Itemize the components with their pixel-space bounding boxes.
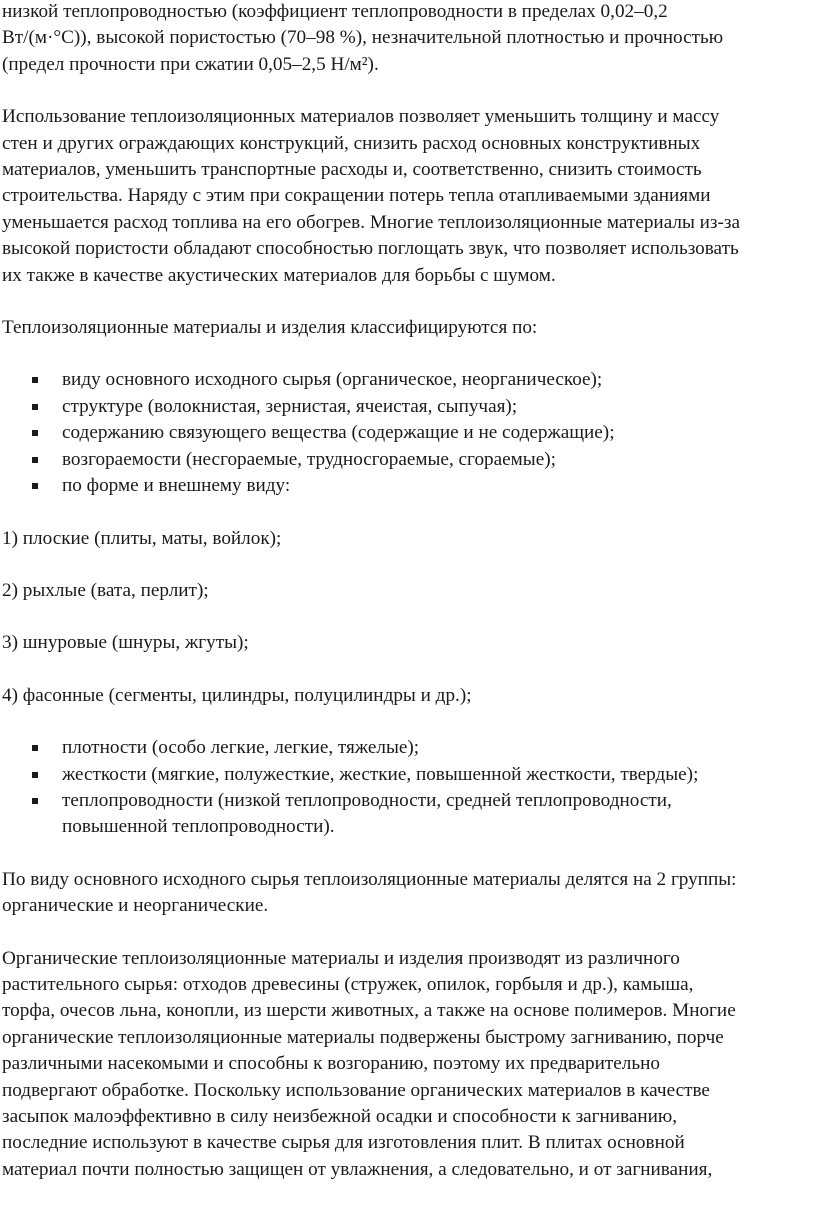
text-line: органические теплоизоляционные материалы подвержены быстрому загниванию, порче xyxy=(2,1026,724,1048)
list-item-text: плотности (особо легкие, легкие, тяжелые); xyxy=(62,737,420,759)
paragraph-usage xyxy=(2,104,816,289)
list-item-text: структуре (волокнистая, зернистая, ячеистая, сыпучая); xyxy=(62,395,518,417)
text-line: материал почти полностью защищен от увлажнения, а следовательно, и от загнивания, xyxy=(2,1158,713,1180)
paragraph-gap xyxy=(2,341,816,367)
paragraph-groups xyxy=(2,867,816,920)
square-bullet-icon xyxy=(32,798,38,804)
paragraph-gap xyxy=(2,657,816,683)
square-bullet-icon xyxy=(32,483,38,489)
square-bullet-icon xyxy=(32,457,38,463)
text-line: стен и других ограждающих конструкций, снизить расход основных конструктивных xyxy=(2,132,701,154)
list-item xyxy=(32,447,816,473)
text-line: низкой теплопроводностью (коэффициент теплопроводности в пределах 0,02–0,2 xyxy=(2,1,668,22)
text-line: Вт/(м·°С)), высокой пористостью (70–98 %), незначительной плотностью и прочностью xyxy=(2,27,724,49)
text-line: высокой пористости обладают способностью поглощать звук, что позволяет использовать xyxy=(2,238,739,260)
numbered-item: 4) фасонные (сегменты, цилиндры, полуцилиндры и др.); xyxy=(2,684,472,706)
numbered-item: 1) плоские (плиты, маты, войлок); xyxy=(2,527,282,549)
square-bullet-icon xyxy=(32,745,38,751)
list-item xyxy=(32,394,816,420)
paragraph-gap xyxy=(2,500,816,526)
paragraph-gap xyxy=(2,920,816,946)
paragraph-gap xyxy=(2,709,816,735)
text-line: уменьшается расход топлива на его обогрев. Многие теплоизоляционные материалы из-за xyxy=(2,211,740,233)
paragraph-organic xyxy=(2,946,816,1184)
text-line: их также в качестве акустических материалов для борьбы с шумом. xyxy=(2,264,556,286)
list-item-text: по форме и внешнему виду: xyxy=(62,475,291,497)
numbered-item: 2) рыхлые (вата, перлит); xyxy=(2,579,209,601)
text-line: подвергают обработке. Поскольку использование органических материалов в качестве xyxy=(2,1079,710,1101)
paragraph-gap xyxy=(2,552,816,578)
list-item xyxy=(32,473,816,499)
paragraph-gap xyxy=(2,289,816,315)
list-item xyxy=(32,788,816,841)
paragraph-gap xyxy=(2,841,816,867)
list-item-text: жесткости (мягкие, полужесткие, жесткие, повышенной жесткости, твердые); xyxy=(62,763,699,785)
list-item-text-continued: повышенной теплопроводности). xyxy=(62,816,335,838)
list-item-text: возгораемости (несгораемые, трудносгораемые, сгораемые); xyxy=(62,448,556,470)
square-bullet-icon xyxy=(32,430,38,436)
text-line: Органические теплоизоляционные материалы и изделия производят из различного xyxy=(2,947,680,969)
list-item-text: виду основного исходного сырья (органическое, неорганическое); xyxy=(62,369,603,391)
text-line: Использование теплоизоляционных материалов позволяет уменьшить толщину и массу xyxy=(2,106,720,128)
numbered-item: 3) шнуровые (шнуры, жгуты); xyxy=(2,632,249,654)
square-bullet-icon xyxy=(32,404,38,410)
text-line: строительства. Наряду с этим при сокращении потерь тепла отапливаемыми зданиями xyxy=(2,185,711,207)
list-item xyxy=(32,420,816,446)
text-line: органические и неорганические. xyxy=(2,895,269,917)
square-bullet-icon xyxy=(32,377,38,383)
list-item-text: содержанию связующего вещества (содержащие и не содержащие); xyxy=(62,422,615,444)
paragraph-gap xyxy=(2,78,816,104)
paragraph-gap xyxy=(2,604,816,630)
text-line: торфа, очесов льна, конопли, из шерсти животных, а также на основе полимеров. Многие xyxy=(2,1000,736,1022)
text-line: материалов, уменьшить транспортные расходы и, соответственно, снизить стоимость xyxy=(2,159,702,181)
text-line: (предел прочности при сжатии 0,05–2,5 Н/м²). xyxy=(2,53,379,75)
text-line: По виду основного исходного сырья теплоизоляционные материалы делятся на 2 группы: xyxy=(2,868,737,890)
classification-intro: Теплоизоляционные материалы и изделия классифицируются по: xyxy=(2,317,538,339)
list-item-text: теплопроводности (низкой теплопроводности, средней теплопроводности, xyxy=(62,789,672,811)
text-line: растительного сырья: отходов древесины (стружек, опилок, горбыля и др.), камыша, xyxy=(2,973,694,995)
classification-list xyxy=(2,367,816,499)
list-item xyxy=(32,762,816,788)
text-line: последние используют в качестве сырья для изготовления плит. В плитах основной xyxy=(2,1132,685,1154)
list-item xyxy=(32,735,816,761)
square-bullet-icon xyxy=(32,772,38,778)
property-list xyxy=(2,735,816,841)
text-line: засыпок малоэффективно в силу неизбежной осадки и способности к загниванию, xyxy=(2,1106,678,1127)
text-line: различными насекомыми и способны к возгоранию, поэтому их предварительно xyxy=(2,1053,660,1075)
paragraph-intro xyxy=(2,0,816,78)
list-item xyxy=(32,367,816,393)
